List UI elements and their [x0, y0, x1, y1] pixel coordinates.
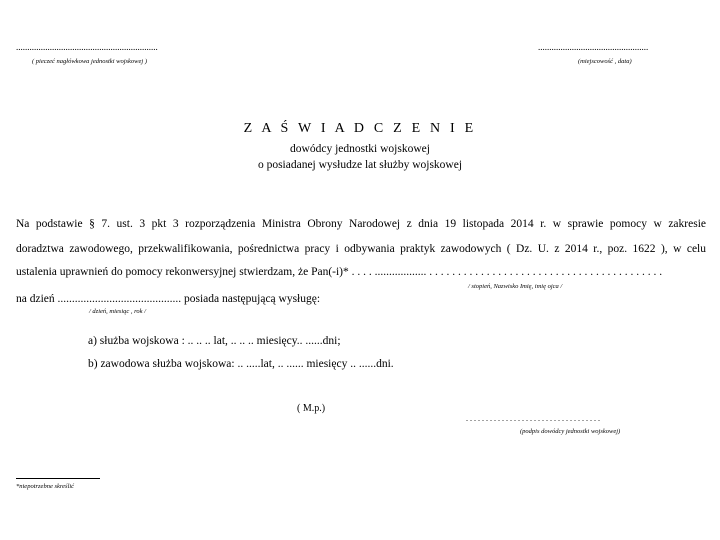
signature-caption: (podpis dowódcy jednostki wojskowej) [520, 428, 621, 435]
date-line: na dzień ........................................... posiada następującą wysługę: [16, 293, 321, 305]
service-item-professional: b) zawodowa służba wojskowa: .. .....lat, .. ...... miesięcy .. ......dni. [88, 358, 394, 370]
signature-dotted-line: . . . . . . . . . . . . . . . . . . . . . . . . . . . . . . . . . . [466, 414, 600, 423]
footnote-rule [16, 478, 100, 479]
rank-name-caption: / stopień, Nazwisko Imię, imię ojca / [468, 283, 563, 290]
stamp-label: ( M.p.) [297, 403, 326, 414]
paragraph-line-2: doradztwa zawodowego, przekwalifikowania, pośrednictwa pracy i odbywania praktyk zawodowych ( Dz. U. z 2014 r., poz. 1622 ), w celu [16, 243, 706, 255]
paragraph-line-3: ustalenia uprawnień do pomocy rekonwersyjnej stwierdzam, że Pan(-i)* . . . . .................. . . . . . . . . . . . . . . . . . . . . . . . . . . . . . . . . . . . . . . . . . [16, 266, 663, 278]
service-item-military: a) służba wojskowa : .. .. .. lat, .. .. .. miesięcy.. ......dni; [88, 335, 341, 347]
paragraph-line-1: Na podstawie § 7. ust. 3 pkt 3 rozporządzenia Ministra Obrony Narodowej z dnia 19 listopada 2014 r. w sprawie pomocy w zakresie [16, 218, 706, 230]
place-date-dotted-line: ................................................. [538, 42, 649, 52]
unit-stamp-dotted-line: ............................................................... [16, 42, 158, 52]
document-subtitle-line2: o posiadanej wysłudze lat służby wojskowej [257, 159, 463, 171]
unit-stamp-caption: ( pieczeć nagłówkowa jednostki wojskowej ) [32, 58, 147, 65]
place-date-caption: (miejscowość , data) [578, 58, 632, 65]
date-caption: / dzień, miesiąc , rok / [89, 308, 146, 315]
footnote-text: *niepotrzebne skreślić [16, 483, 75, 490]
stamp-placeholder [297, 403, 325, 414]
document-title: Z A Ś W I A D C Z E N I E [243, 121, 477, 136]
document-subtitle-line1: dowódcy jednostki wojskowej [290, 143, 430, 155]
